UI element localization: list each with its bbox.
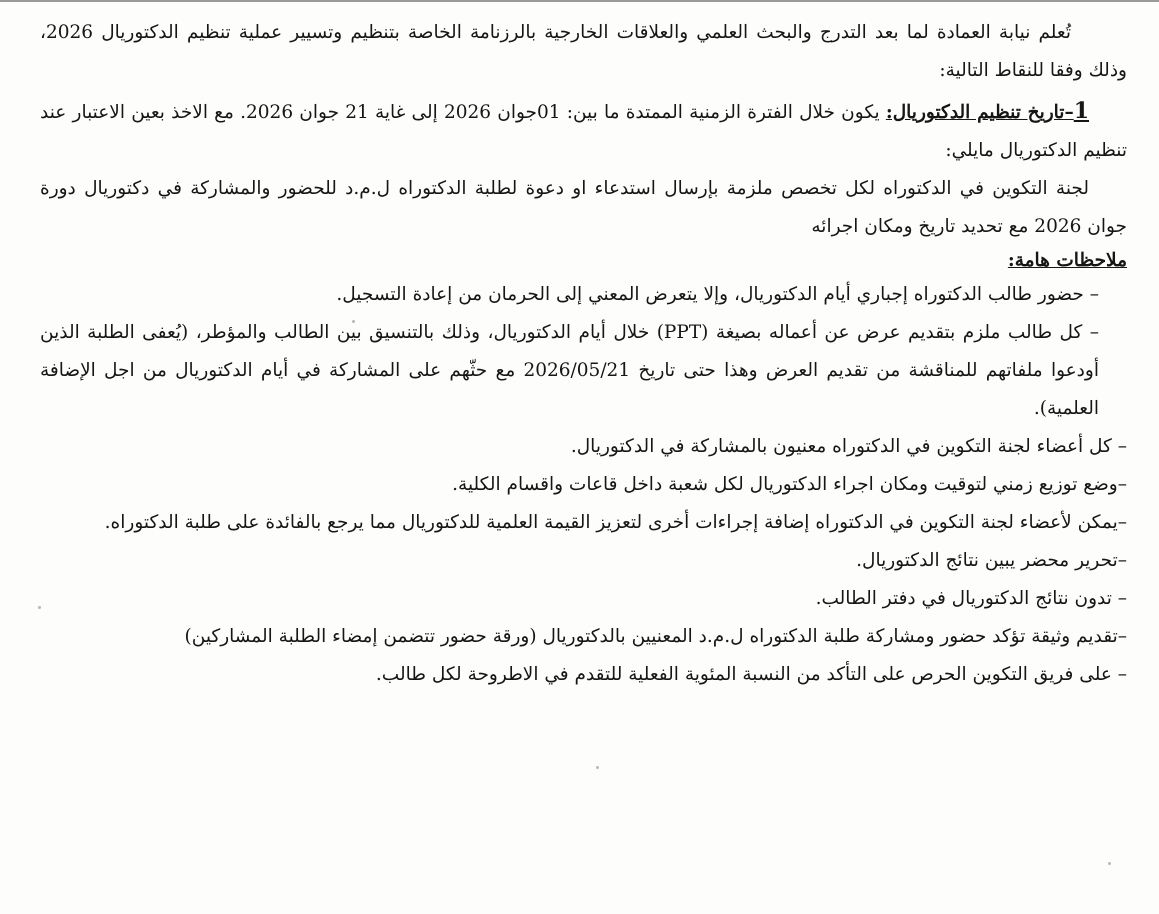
section-1-heading: –تاريخ تنظيم الدكتوريال: xyxy=(885,102,1074,123)
note-item: –يمكن لأعضاء لجنة التكوين في الدكتوراه إضافة إجراءات أخرى لتعزيز القيمة العلمية للدكتوريال مما يرجع بالفائدة على طلبة الدكتوراه. xyxy=(104,512,1127,533)
section-1-number: 1 xyxy=(1073,98,1090,124)
note-item: –تقديم وثيقة تؤكد حضور ومشاركة طلبة الدكتوراه ل.م.د المعنيين بالدكتوريال (ورقة حضور تتضمن إمضاء الطلبة المشاركين) xyxy=(184,626,1127,647)
scan-speck xyxy=(596,766,599,769)
note-item: –تحرير محضر يبين نتائج الدكتوريال. xyxy=(856,550,1127,571)
intro-paragraph: تُعلم نيابة العمادة لما بعد التدرج والبحث العلمي والعلاقات الخارجية بالرزنامة الخاصة بتنظيم وتسيير عملية تنظيم الدكتوريال 2026، وذلك وفقا للنقاط التالية: xyxy=(40,22,1127,81)
committee-paragraph: لجنة التكوين في الدكتوراه لكل تخصص ملزمة بإرسال استدعاء او دعوة لطلبة الدكتوراه ل.م.د للحضور والمشاركة في دكتوريال دورة جوان 2026 مع تحديد تاريخ ومكان اجرائه xyxy=(40,178,1127,237)
note-item: – تدون نتائج الدكتوريال في دفتر الطالب. xyxy=(815,588,1127,609)
scan-speck xyxy=(1108,862,1111,865)
section-1-body: يكون خلال الفترة الزمنية الممتدة ما بين: 01جوان 2026 إلى غاية 21 جوان 2026. مع الاخذ بعين الاعتبار عند تنظيم الدكتوريال مايلي: xyxy=(40,102,1127,161)
note-item: – حضور طالب الدكتوراه إجباري أيام الدكتوريال، وإلا يتعرض المعني إلى الحرمان من إعادة التسجيل. xyxy=(336,284,1099,305)
note-item: –وضع توزيع زمني لتوقيت ومكان اجراء الدكتوريال لكل شعبة داخل قاعات واقسام الكلية. xyxy=(452,474,1127,495)
note-item: – كل أعضاء لجنة التكوين في الدكتوراه معنيون بالمشاركة في الدكتوريال. xyxy=(570,436,1127,457)
notes-title: ملاحظات هامة: xyxy=(1007,250,1127,271)
note-item: – على فريق التكوين الحرص على التأكد من النسبة المئوية الفعلية للتقدم في الاطروحة لكل طالب. xyxy=(375,664,1127,685)
note-item: – كل طالب ملزم بتقديم عرض عن أعماله بصيغة (PPT) خلال أيام الدكتوريال، وذلك بالتنسيق بين الطالب والمؤطر، (يُعفى الطلبة الذين أودعوا ملفاتهم للمناقشة من تقديم العرض وهذا حتى تاريخ 2026/05/21 مع حثّهم على المشاركة في أيام الدكتوريال من اجل الإضافة العلمية). xyxy=(40,322,1099,419)
document-body xyxy=(40,14,1127,694)
section-1-paragraph xyxy=(40,92,1127,170)
